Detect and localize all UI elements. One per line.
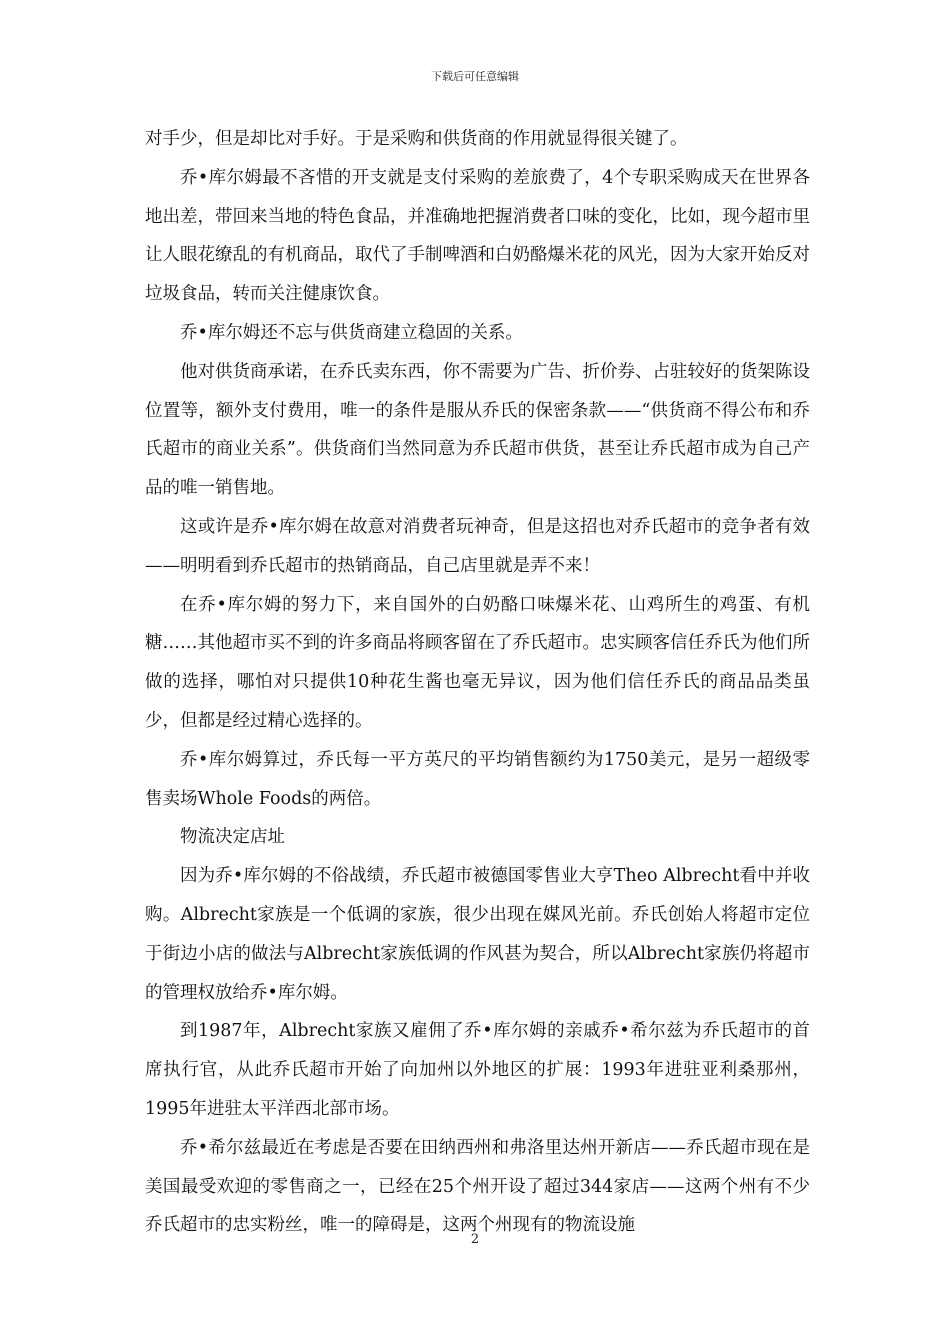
paragraph: 对手少，但是却比对手好。于是采购和供货商的作用就显得很关键了。 [145,129,688,149]
body-text [145,120,810,1245]
paragraph: 因为乔•库尔姆的不俗战绩，乔氏超市被德国零售业大亨Theo Albrecht看中并收购。Albrecht家族是一个低调的家族，很少出现在媒风光前。乔氏创始人将超市定位于街边小店的做法与Albrecht家族低调的作风甚为契合，所以Albrecht家族仍将超市的管理权放给乔•库尔姆。 [145,866,810,1003]
paragraph: 在乔•库尔姆的努力下，来自国外的白奶酪口味爆米花、山鸡所生的鸡蛋、有机糖……其他超市买不到的许多商品将顾客留在了乔氏超市。忠实顾客信任乔氏为他们所做的选择，哪怕对只提供10种花生酱也毫无异议，因为他们信任乔氏的商品品类虽少，但都是经过精心选择的。 [145,594,810,731]
paragraph: 乔•库尔姆算过，乔氏每一平方英尺的平均销售额约为1750美元，是另一超级零售卖场Whole Foods的两倍。 [145,749,810,809]
header-note: 下载后可任意编辑 [431,70,519,83]
section-heading: 物流决定店址 [180,827,285,848]
paragraph: 乔•希尔兹最近在考虑是否要在田纳西州和弗洛里达州开新店——乔氏超市现在是美国最受欢迎的零售商之一，已经在25个州开设了超过344家店——这两个州有不少乔氏超市的忠实粉丝，唯一的障碍是，这两个州现有的物流设施 [145,1137,810,1236]
paragraph: 乔•库尔姆还不忘与供货商建立稳固的关系。 [180,322,523,343]
paragraph: 这或许是乔•库尔姆在故意对消费者玩神奇，但是这招也对乔氏超市的竞争者有效——明明看到乔氏超市的热销商品，自己店里就是弄不来！ [145,516,810,576]
paragraph: 乔•库尔姆最不吝惜的开支就是支付采购的差旅费了，4个专职采购成天在世界各地出差，带回来当地的特色食品，并准确地把握消费者口味的变化，比如，现今超市里让人眼花缭乱的有机商品，取代了手制啤酒和白奶酪爆米花的风光，因为大家开始反对垃圾食品，转而关注健康饮食。 [145,167,810,305]
page-number: 2 [470,1232,480,1247]
paragraph: 他对供货商承诺，在乔氏卖东西，你不需要为广告、折价券、占驻较好的货架陈设位置等，额外支付费用，唯一的条件是服从乔氏的保密条款——“供货商不得公布和乔氏超市的商业关系”。供货商们当然同意为乔氏超市供货，甚至让乔氏超市成为自己产品的唯一销售地。 [145,361,810,499]
paragraph: 到1987年，Albrecht家族又雇佣了乔•库尔姆的亲戚乔•希尔兹为乔氏超市的首席执行官，从此乔氏超市开始了向加州以外地区的扩展：1993年进驻亚利桑那州，1995年进驻太平洋西北部市场。 [145,1021,810,1119]
